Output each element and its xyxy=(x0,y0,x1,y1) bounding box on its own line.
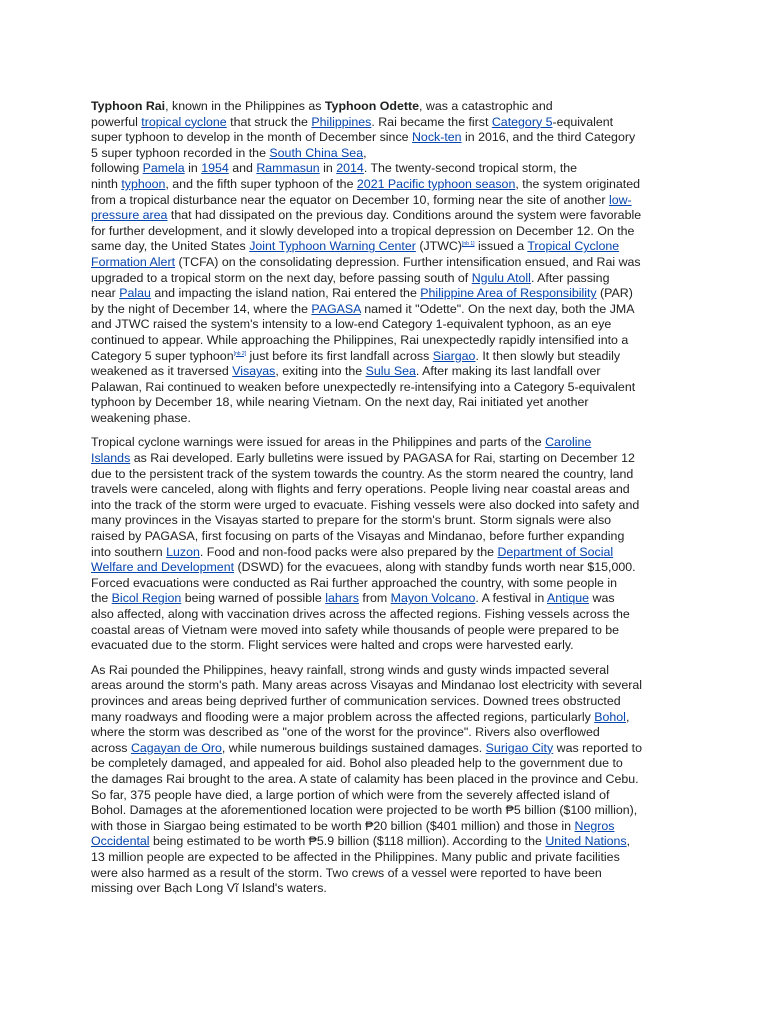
link-cagayan-de-oro[interactable]: Cagayan de Oro xyxy=(130,740,222,755)
text-run: also affected, along with vaccination drives across the affected regions. Fishing vessels across the xyxy=(91,607,630,621)
text-run: . After passing xyxy=(530,270,610,285)
link-ngulu-atoll[interactable]: Ngulu Atoll xyxy=(471,270,531,285)
link-tropical-cyclone[interactable]: tropical cyclone xyxy=(141,114,227,129)
text-run: as Rai developed. Early bulletins were issued by PAGASA for Rai, starting on December 12 xyxy=(130,451,635,466)
text-run: travels were canceled, along with flights and ferry operations. People living near coastal areas and xyxy=(91,482,630,497)
link-1954[interactable]: 1954 xyxy=(201,161,229,176)
link-nock-ten[interactable]: Nock-ten xyxy=(411,130,462,145)
text-run: was reported to xyxy=(553,740,643,755)
link-south-china-sea[interactable]: South China Sea xyxy=(269,145,364,160)
text-run: upgraded to a tropical storm on the next day, before passing south of xyxy=(91,270,472,285)
text-run: (JTWC) xyxy=(415,239,462,254)
text-run: 5 super typhoon recorded in the xyxy=(91,145,270,160)
text-run: due to the persistent track of the system towards the country. As the storm neared the country, land xyxy=(91,466,634,481)
text-run: , the system originated xyxy=(515,176,641,191)
text-run: that struck the xyxy=(226,114,312,129)
text-run: from xyxy=(358,591,391,606)
text-run: ninth xyxy=(91,176,122,191)
text-run: (TCFA) on the consolidating depression. Further intensification ensued, and Rai was xyxy=(175,254,641,269)
text-run: many provinces in the Visayas started to prepare for the storm's brunt. Storm signals were also xyxy=(91,513,612,528)
text-run: the damages Rai brought to the area. A state of calamity has been placed in the province and Cebu. xyxy=(91,771,639,786)
link-pamela[interactable]: Pamela xyxy=(142,161,185,176)
text-run: -equivalent xyxy=(552,114,614,129)
text-run: . After making its last landfall over xyxy=(415,364,601,379)
text-run: Category 5 super typhoon xyxy=(91,348,234,363)
link-2014[interactable]: 2014 xyxy=(336,161,364,176)
link-palau[interactable]: Palau xyxy=(119,286,151,301)
text-run: , known in the Philippines as xyxy=(165,99,325,113)
link-occidental[interactable]: Occidental xyxy=(91,834,150,849)
text-run: from a tropical disturbance near the equator on December 10, forming near the site of another xyxy=(91,192,609,207)
text-run: . The twenty-second tropical storm, the xyxy=(363,161,578,176)
link-mayon-volcano[interactable]: Mayon Volcano xyxy=(390,591,476,606)
text-run: being warned of possible xyxy=(181,591,326,606)
text-run: be completely damaged, and appealed for aid. Bohol also pleaded help to the government due to xyxy=(91,756,623,771)
link-lahars[interactable]: lahars xyxy=(325,591,359,606)
text-run: As Rai pounded the Philippines, heavy rainfall, strong winds and gusty winds impacted several xyxy=(91,662,609,677)
link-bicol-region[interactable]: Bicol Region xyxy=(111,591,182,606)
text-run: and impacting the island nation, Rai entered the xyxy=(150,286,421,301)
text-run: Tropical cyclone warnings were issued for areas in the Philippines and parts of the xyxy=(91,435,546,450)
link-visayas[interactable]: Visayas xyxy=(232,364,276,379)
text-run: Bohol. Damages at the aforementioned location were projected to be worth ₱5 billion ($100 million), xyxy=(91,803,638,818)
text-run: coastal areas of Vietnam were moved into safety while thousands of people were prepared to be xyxy=(91,622,620,637)
text-run: near xyxy=(91,286,120,301)
text-run: by the night of December 14, where the xyxy=(91,301,312,316)
text-run: powerful xyxy=(91,114,142,129)
link-luzon[interactable]: Luzon xyxy=(166,544,200,559)
link-formation-alert[interactable]: Formation Alert xyxy=(91,254,176,269)
text-run: that had dissipated on the previous day. Conditions around the system were favorable xyxy=(167,208,642,223)
link-pressure-area[interactable]: pressure area xyxy=(91,208,168,223)
text-run: same day, the United States xyxy=(91,239,250,254)
link-tropical-cyclone[interactable]: Tropical Cyclone xyxy=(527,239,620,254)
footnote-link-nb-1[interactable]: [nb 1] xyxy=(461,241,475,248)
paragraph-overview xyxy=(91,99,679,426)
text-run: with those in Siargao being estimated to be worth ₱20 billion ($401 million) and those in xyxy=(91,818,575,833)
paragraph-impact xyxy=(91,663,679,897)
footnote-link-nb-2[interactable]: [nb 2] xyxy=(233,350,247,357)
text-run: in 2016, and the third Category xyxy=(461,130,636,145)
text-run: raised by PAGASA, first focusing on parts of the Visayas and Mindanao, before further expanding xyxy=(91,529,625,544)
text-run: , was a catastrophic and xyxy=(418,99,553,113)
link-pagasa[interactable]: PAGASA xyxy=(311,301,361,316)
text-run: and xyxy=(228,161,257,176)
link-2021-pacific-typhoon-season[interactable]: 2021 Pacific typhoon season xyxy=(356,176,516,191)
text-run: weakening phase. xyxy=(91,410,191,425)
paragraph-preparations xyxy=(91,435,679,653)
text-run: , xyxy=(625,709,630,724)
link-antique[interactable]: Antique xyxy=(547,591,590,606)
link-category-5[interactable]: Category 5 xyxy=(491,114,553,129)
link-united-nations[interactable]: United Nations xyxy=(545,834,627,849)
text-run: , xyxy=(363,145,367,160)
bold-term: Typhoon Rai xyxy=(91,99,166,113)
text-run: 13 million people are expected to be affected in the Philippines. Many public and private facilities xyxy=(91,849,620,864)
link-joint-typhoon-warning-center[interactable]: Joint Typhoon Warning Center xyxy=(249,239,416,254)
link-philippine-area-of-responsibility[interactable]: Philippine Area of Responsibility xyxy=(420,286,597,301)
text-run: in xyxy=(184,161,202,176)
text-run: for further development, and it slowly developed into a tropical depression on December 12. On the xyxy=(91,223,635,238)
text-run: Forced evacuations were conducted as Rai further approached the country, with some people in xyxy=(91,575,617,590)
text-run: in xyxy=(319,161,337,176)
text-run: issued a xyxy=(474,239,528,254)
link-caroline[interactable]: Caroline xyxy=(545,435,592,450)
text-run: (DSWD) for the evacuees, along with standby funds worth near $15,000. xyxy=(234,560,636,575)
text-run: evacuated due to the storm. Flight services were halted and crops were harvested early. xyxy=(91,638,574,653)
text-run: continued to appear. While approaching the Philippines, Rai unexpectedly rapidly intensified into a xyxy=(91,332,629,347)
text-run: typhoon by December 18, while nearing Vietnam. On the next day, Rai initiated yet another xyxy=(91,395,589,410)
link-sulu-sea[interactable]: Sulu Sea xyxy=(365,364,416,379)
link-islands[interactable]: Islands xyxy=(91,451,131,466)
link-negros[interactable]: Negros xyxy=(574,818,615,833)
text-run: . Rai became the first xyxy=(371,114,492,129)
text-run: into the track of the storm were urged to evacuate. Fishing vessels were also docked into safety and xyxy=(91,497,640,512)
footnote-marker xyxy=(234,351,247,357)
text-run: (PAR) xyxy=(596,286,633,301)
text-run: , while numerous buildings sustained damages. xyxy=(221,740,486,755)
text-run: areas around the storm's path. Many areas across Visayas and Mindanao lost electricity with several xyxy=(91,678,643,693)
text-run: . Food and non-food packs were also prepared by the xyxy=(199,544,498,559)
link-department-of-social[interactable]: Department of Social xyxy=(497,544,614,559)
text-run: was xyxy=(589,591,615,606)
footnote-marker xyxy=(462,241,475,247)
text-run: where the storm was described as "one of the worst for the province". Rivers also overflowed xyxy=(91,725,600,740)
text-run: , xyxy=(626,834,631,849)
text-run: just before its first landfall across xyxy=(246,348,433,363)
text-run: and JTWC raised the system's intensity to a low-end Category 1-equivalent typhoon, as an eye xyxy=(91,317,612,332)
link-bohol[interactable]: Bohol xyxy=(594,709,626,724)
link-rammasun[interactable]: Rammasun xyxy=(256,161,320,176)
text-run: provinces and areas being deprived further of communication services. Downed trees obstructed xyxy=(91,693,621,708)
text-run: were also harmed as a result of the storm. Two crews of a vessel were reported to have been xyxy=(91,865,602,880)
bold-term: Typhoon Odette xyxy=(324,99,419,113)
text-run: , and the fifth super typhoon of the xyxy=(165,176,357,191)
text-run: , exiting into the xyxy=(275,364,366,379)
link-welfare-and-development[interactable]: Welfare and Development xyxy=(91,560,235,575)
link-surigao-city[interactable]: Surigao City xyxy=(485,740,554,755)
text-run: . A festival in xyxy=(475,591,548,606)
text-run: Palawan, Rai continued to weaken before unexpectedly re-intensifying into a Category 5-equivalent xyxy=(91,379,636,394)
link-philippines[interactable]: Philippines xyxy=(311,114,372,129)
article-body xyxy=(91,99,679,897)
text-run: following xyxy=(91,161,143,176)
text-run: across xyxy=(91,740,131,755)
text-run: many roadways and flooding were a major problem across the affected regions, particularly xyxy=(91,709,595,724)
text-run: super typhoon to develop in the month of December since xyxy=(91,130,412,145)
link-low[interactable]: low- xyxy=(608,192,632,207)
text-run: named it "Odette". On the next day, both the JMA xyxy=(360,301,635,316)
text-run: weakened as it traversed xyxy=(91,364,233,379)
text-run: into southern xyxy=(91,544,167,559)
text-run: So far, 375 people have died, a large portion of which were from the severely affected island of xyxy=(91,787,610,802)
link-siargao[interactable]: Siargao xyxy=(432,348,476,363)
text-run: . It then slowly but steadily xyxy=(475,348,621,363)
text-run: the xyxy=(91,591,112,606)
link-typhoon[interactable]: typhoon xyxy=(121,176,166,191)
text-run: being estimated to be worth ₱5.9 billion ($118 million). According to the xyxy=(149,834,546,849)
text-run: missing over Bạch Long Vĩ Island's waters. xyxy=(91,881,327,896)
